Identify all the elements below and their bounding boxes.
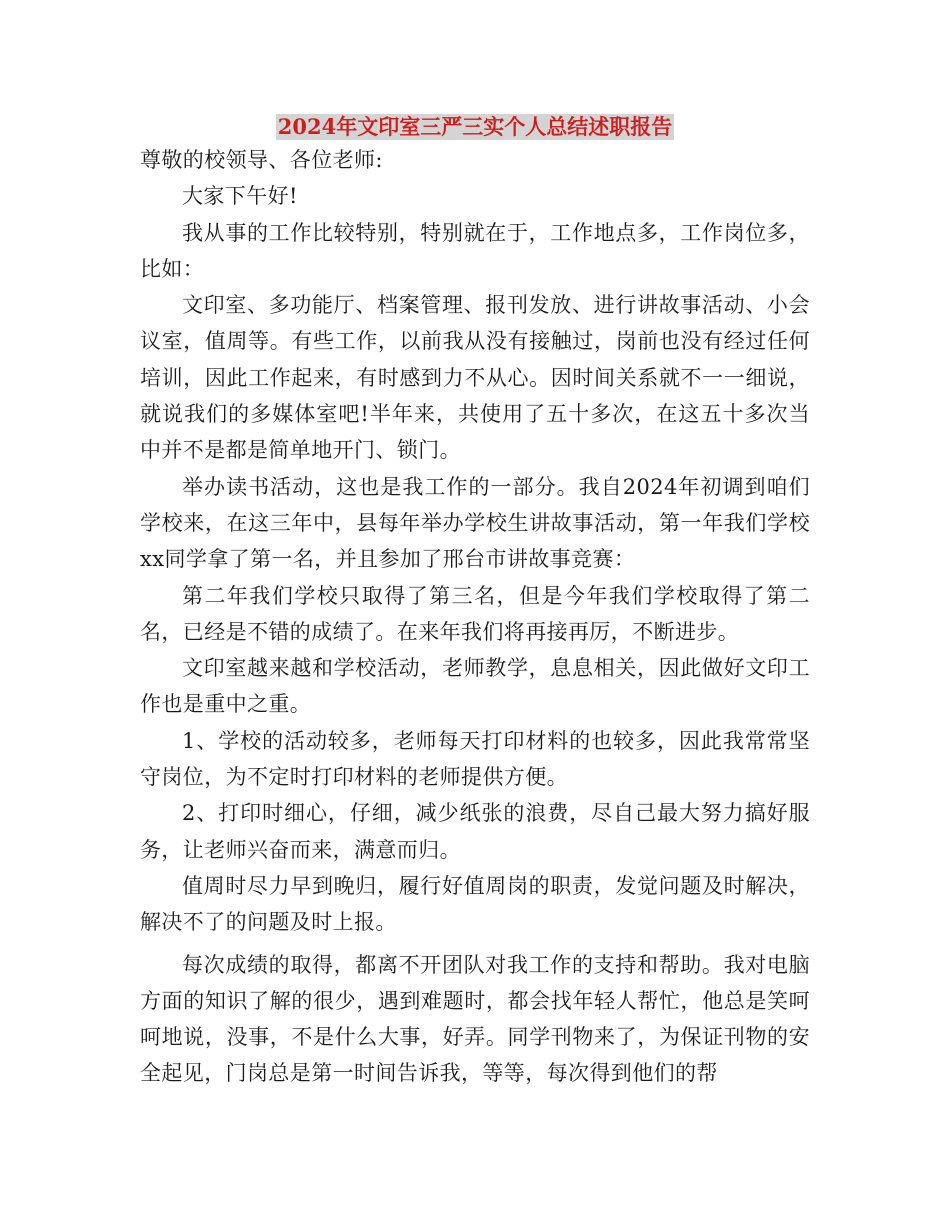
title-container <box>0 114 950 140</box>
salutation: 尊敬的校领导、各位老师: <box>140 148 383 172</box>
paragraph: 文印室越来越和学校活动，老师教学，息息相关，因此做好文印工作也是重中之重。 <box>140 656 810 717</box>
paragraph: 1、学校的活动较多，老师每天打印材料的也较多，因此我常常坚守岗位，为不定时打印材料的老师提供方便。 <box>140 728 810 790</box>
paragraph: 2、打印时细心，仔细，减少纸张的浪费，尽自己最大努力搞好服务，让老师兴奋而来，满意而归。 <box>140 801 810 862</box>
paragraph-greeting: 大家下午好! <box>182 184 298 209</box>
paragraph: 我从事的工作比较特别，特别就在于，工作地点多，工作岗位多，比如： <box>140 220 810 281</box>
document-body <box>140 142 810 1092</box>
paragraph: 每次成绩的取得，都离不开团队对我工作的支持和帮助。我对电脑方面的知识了解的很少，遇到难题时，都会找年轻人帮忙，他总是笑呵呵地说，没事，不是什么大事，好弄。同学刊物来了，为保证刊物的安全起见，门岗总是第一时间告诉我，等等，每次得到他们的帮 <box>140 952 810 1086</box>
paragraph: 值周时尽力早到晚归，履行好值周岗的职责，发觉问题及时解决，解决不了的问题及时上报。 <box>140 873 810 935</box>
paragraph: 举办读书活动，这也是我工作的一部分。我自2024年初调到咱们学校来，在这三年中，县每年举办学校生讲故事活动，第一年我们学校xx同学拿了第一名，并且参加了邢台市讲故事竞赛： <box>140 474 810 572</box>
document-title: 2024年文印室三严三实个人总结述职报告 <box>277 114 673 139</box>
paragraph: 文印室、多功能厅、档案管理、报刊发放、进行讲故事活动、小会议室，值周等。有些工作，以前我从没有接触过，岗前也没有经过任何培训，因此工作起来，有时感到力不从心。因时间关系就不一一细说，就说我们的多媒体室吧!半年来，共使用了五十多次，在这五十多次当中并不是都是简单地开门、锁门。 <box>140 293 810 463</box>
paragraph: 第二年我们学校只取得了第三名，但是今年我们学校取得了第二名，已经是不错的成绩了。在来年我们将再接再厉，不断进步。 <box>140 583 810 644</box>
